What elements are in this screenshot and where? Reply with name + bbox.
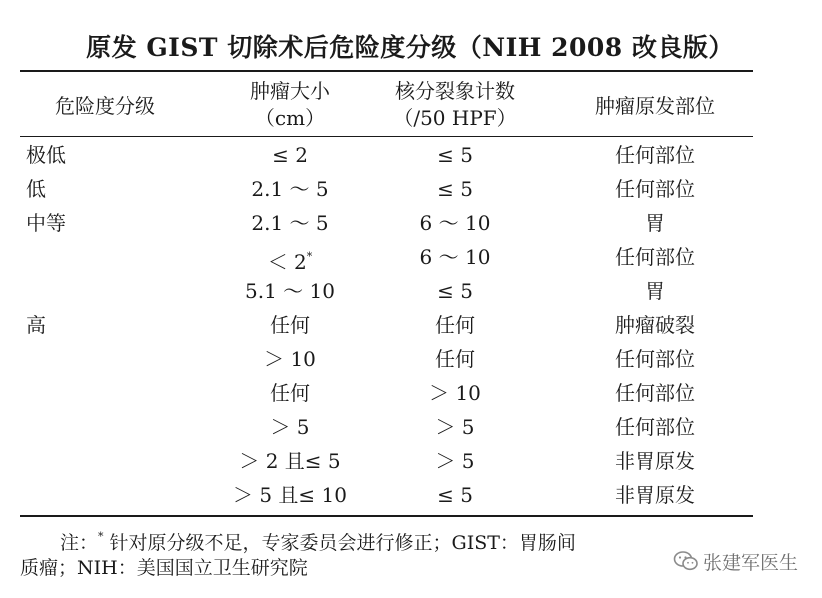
cell-risk: 高 (26, 313, 46, 337)
cell-size: 任何 (270, 313, 310, 337)
cell-site: 任何部位 (615, 245, 695, 269)
cell-mitosis: ＞ 10 (429, 381, 481, 405)
cell-mitosis: 6 ～ 10 (419, 245, 491, 269)
header-risk: 危险度分级 (55, 94, 155, 118)
cell-site: 任何部位 (615, 347, 695, 371)
table-row (20, 308, 753, 342)
cell-size: ＞ 5 且≤ 10 (232, 483, 347, 507)
cell-size: ≤ 2 (272, 143, 308, 167)
note-line1-text: 针对原分级不足，专家委员会进行修正；GIST：胃肠间 (103, 532, 576, 554)
cell-size: 任何 (270, 381, 310, 405)
cell-size: ＞ 10 (264, 347, 316, 371)
watermark (673, 546, 798, 576)
cell-size: 2.1 ～ 5 (251, 177, 329, 201)
cell-mitosis: 任何 (435, 313, 475, 337)
cell-mitosis: ≤ 5 (437, 143, 473, 167)
table-row (20, 274, 753, 308)
header-site: 肿瘤原发部位 (595, 94, 715, 118)
cell-site: 任何部位 (615, 381, 695, 405)
cell-risk: 中等 (26, 211, 66, 235)
wechat-icon (673, 550, 699, 572)
cell-risk: 极低 (26, 143, 66, 167)
cell-site: 任何部位 (615, 177, 695, 201)
bottom-rule (20, 515, 753, 517)
table-note-line2: 质瘤；NIH：美国国立卫生研究院 (20, 557, 308, 579)
cell-size-value: ＜ 2 (267, 250, 307, 274)
cell-site: 非胃原发 (615, 449, 695, 473)
table-row (20, 138, 753, 172)
table-title: 原发 GIST 切除术后危险度分级（NIH 2008 改良版） (86, 33, 734, 62)
cell-mitosis: ＞ 5 (435, 449, 475, 473)
cell-mitosis: ≤ 5 (437, 483, 473, 507)
cell-risk: 低 (26, 177, 46, 201)
header-mitosis-line1: 核分裂象计数 (395, 79, 515, 103)
table-row (20, 240, 753, 274)
header-rule (20, 136, 753, 137)
cell-size: ＞ 5 (270, 415, 310, 439)
cell-site: 非胃原发 (615, 483, 695, 507)
cell-mitosis: 任何 (435, 347, 475, 371)
header-mitosis (360, 78, 550, 134)
cell-mitosis: ≤ 5 (437, 279, 473, 303)
note-footnote-marker: * (98, 530, 104, 543)
table-row (20, 444, 753, 478)
table-row (20, 342, 753, 376)
cell-size: 2.1 ～ 5 (251, 211, 329, 235)
watermark-text: 张建军医生 (702, 551, 798, 574)
cell-site: 肿瘤破裂 (615, 313, 695, 337)
cell-site: 任何部位 (615, 143, 695, 167)
top-rule (20, 70, 753, 72)
cell-mitosis: 6 ～ 10 (419, 211, 491, 235)
cell-mitosis: ＞ 5 (435, 415, 475, 439)
table-row (20, 206, 753, 240)
cell-size: 5.1 ～ 10 (245, 279, 335, 303)
header-mitosis-line2: （/50 HPF） (393, 106, 517, 130)
header-size-line1: 肿瘤大小 (250, 79, 330, 103)
cell-site: 任何部位 (615, 415, 695, 439)
table-row (20, 376, 753, 410)
note-prefix: 注： (60, 532, 99, 554)
cell-site: 胃 (645, 211, 665, 235)
cell-size: ＞ 2 且≤ 5 (239, 449, 341, 473)
header-size (200, 78, 380, 134)
table-row (20, 172, 753, 206)
table-row (20, 410, 753, 444)
table-row (20, 478, 753, 512)
header-size-line2: （cm） (254, 106, 326, 130)
cell-mitosis: ≤ 5 (437, 177, 473, 201)
footnote-marker: * (306, 250, 313, 263)
cell-site: 胃 (645, 279, 665, 303)
